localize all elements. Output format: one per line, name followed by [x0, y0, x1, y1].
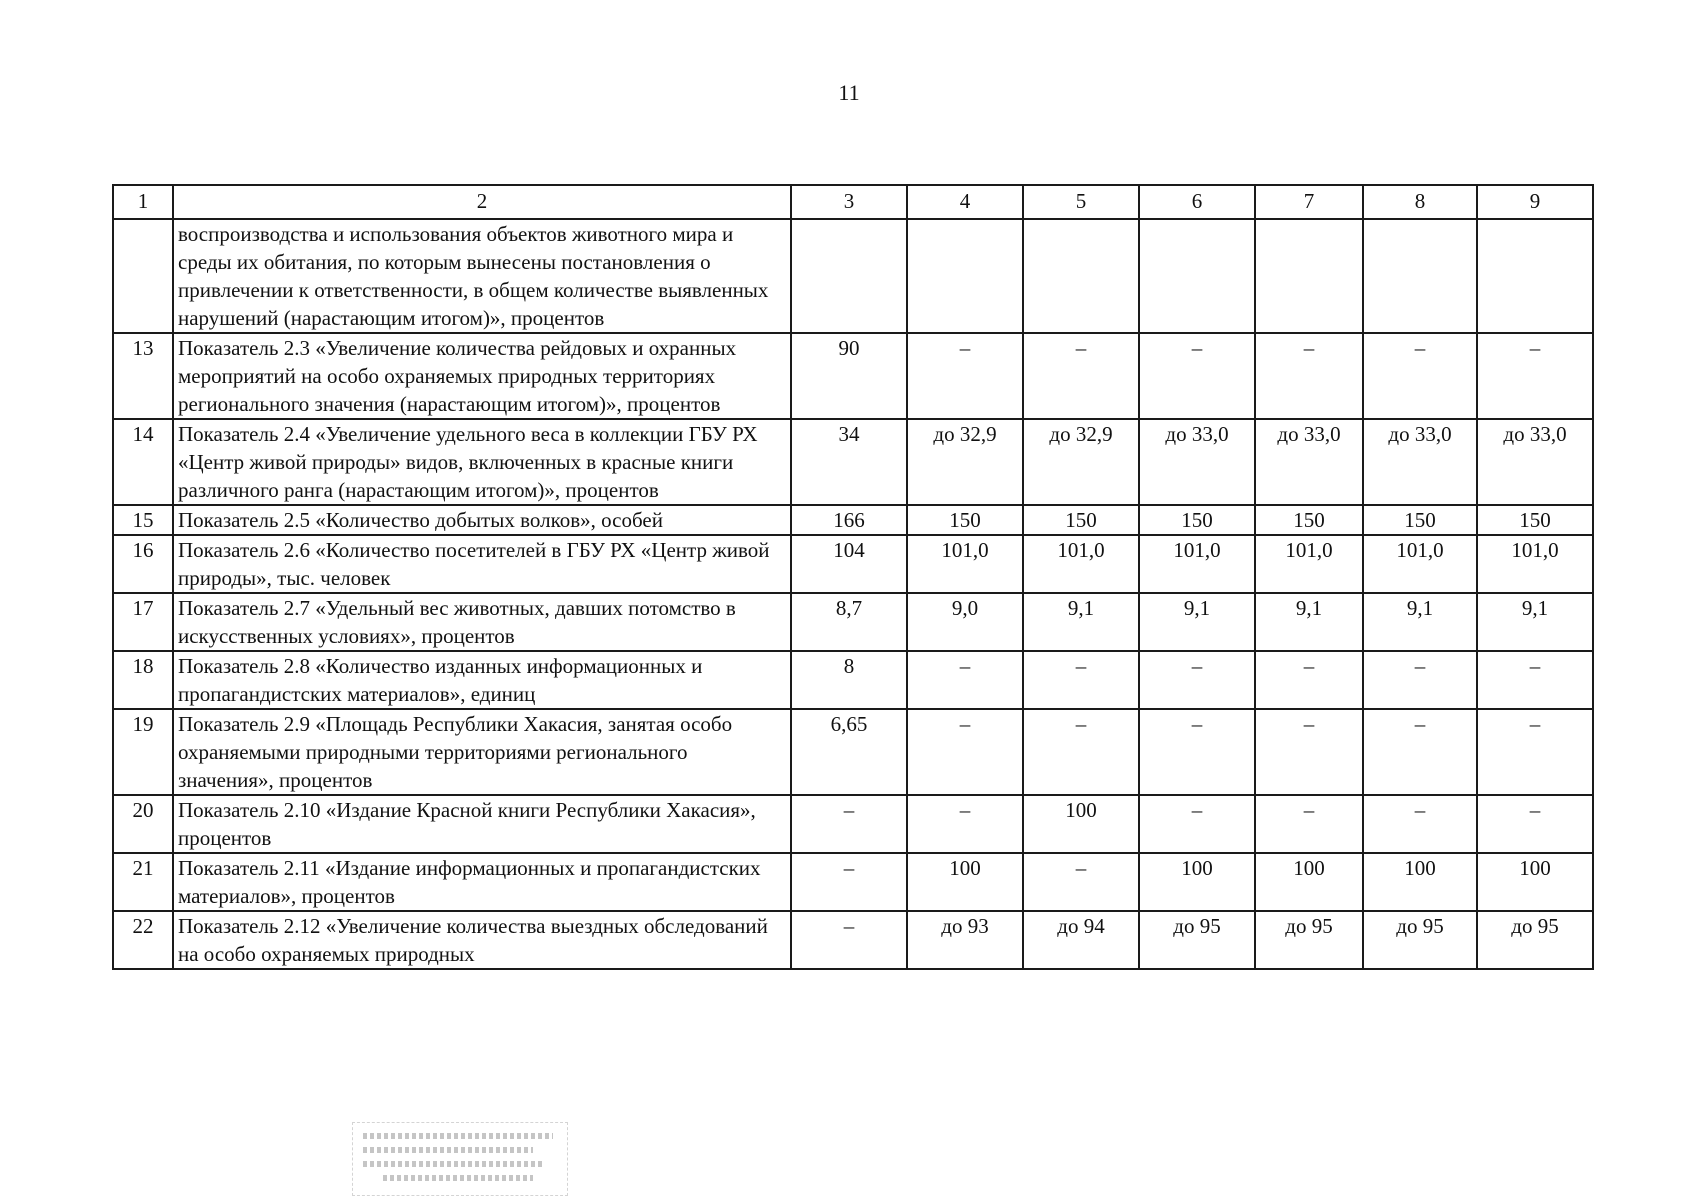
value-cell-col-5: –	[1023, 333, 1139, 419]
header-col-5: 5	[1023, 185, 1139, 219]
row-number-cell: 13	[113, 333, 173, 419]
value-cell-col-6: –	[1139, 651, 1255, 709]
value-cell-col-3: –	[791, 795, 907, 853]
value-cell-col-8: –	[1363, 333, 1477, 419]
value-cell-col-8: –	[1363, 795, 1477, 853]
value-cell-col-9: до 33,0	[1477, 419, 1593, 505]
value-cell-col-7: –	[1255, 651, 1363, 709]
row-number-cell: 18	[113, 651, 173, 709]
value-cell-col-5: –	[1023, 709, 1139, 795]
header-col-6: 6	[1139, 185, 1255, 219]
indicator-text-cell: Показатель 2.12 «Увеличение количества выездных обследований на особо охраняемых природных	[173, 911, 791, 969]
row-number-cell: 21	[113, 853, 173, 911]
table-row	[113, 419, 1593, 505]
value-cell-col-8: до 33,0	[1363, 419, 1477, 505]
value-cell-col-3: 8	[791, 651, 907, 709]
value-cell-col-8: до 95	[1363, 911, 1477, 969]
value-cell-col-7: до 95	[1255, 911, 1363, 969]
header-col-3: 3	[791, 185, 907, 219]
value-cell-col-7: 9,1	[1255, 593, 1363, 651]
value-cell-col-3: 104	[791, 535, 907, 593]
row-number-cell: 16	[113, 535, 173, 593]
value-cell-col-8: –	[1363, 651, 1477, 709]
header-col-2: 2	[173, 185, 791, 219]
value-cell-col-6: –	[1139, 333, 1255, 419]
header-col-8: 8	[1363, 185, 1477, 219]
value-cell-col-8: 100	[1363, 853, 1477, 911]
indicator-text-cell: Показатель 2.5 «Количество добытых волков», особей	[173, 505, 791, 535]
value-cell-col-9: 100	[1477, 853, 1593, 911]
value-cell-col-3: –	[791, 853, 907, 911]
value-cell-col-5: –	[1023, 651, 1139, 709]
value-cell-col-7: –	[1255, 709, 1363, 795]
indicator-text-cell: воспроизводства и использования объектов животного мира и среды их обитания, по которым вынесены постановления о привлечении к ответственности, в общем количестве выявленных нарушений (нарастающим итогом)», процентов	[173, 219, 791, 333]
table-row	[113, 505, 1593, 535]
table-row	[113, 853, 1593, 911]
value-cell-col-9: –	[1477, 651, 1593, 709]
value-cell-col-3: 90	[791, 333, 907, 419]
indicator-text-cell: Показатель 2.9 «Площадь Республики Хакасия, занятая особо охраняемыми природными территориями регионального значения», процентов	[173, 709, 791, 795]
value-cell-col-6	[1139, 219, 1255, 333]
value-cell-col-4: до 93	[907, 911, 1023, 969]
row-number-cell: 14	[113, 419, 173, 505]
value-cell-col-9: 9,1	[1477, 593, 1593, 651]
value-cell-col-7: –	[1255, 333, 1363, 419]
header-col-7: 7	[1255, 185, 1363, 219]
value-cell-col-3: 166	[791, 505, 907, 535]
value-cell-col-8: –	[1363, 709, 1477, 795]
value-cell-col-9: 101,0	[1477, 535, 1593, 593]
value-cell-col-5: 9,1	[1023, 593, 1139, 651]
value-cell-col-8: 9,1	[1363, 593, 1477, 651]
value-cell-col-4: –	[907, 709, 1023, 795]
value-cell-col-8: 150	[1363, 505, 1477, 535]
value-cell-col-4	[907, 219, 1023, 333]
value-cell-col-7: 100	[1255, 853, 1363, 911]
value-cell-col-9: –	[1477, 795, 1593, 853]
value-cell-col-6: до 95	[1139, 911, 1255, 969]
table-row	[113, 709, 1593, 795]
value-cell-col-6: 150	[1139, 505, 1255, 535]
value-cell-col-7	[1255, 219, 1363, 333]
value-cell-col-4: до 32,9	[907, 419, 1023, 505]
value-cell-col-3: 8,7	[791, 593, 907, 651]
value-cell-col-5: 150	[1023, 505, 1139, 535]
indicator-text-cell: Показатель 2.3 «Увеличение количества рейдовых и охранных мероприятий на особо охраняемых природных территориях регионального значения (нарастающим итогом)», процентов	[173, 333, 791, 419]
value-cell-col-5: 101,0	[1023, 535, 1139, 593]
value-cell-col-9	[1477, 219, 1593, 333]
indicator-text-cell: Показатель 2.11 «Издание информационных и пропагандистских материалов», процентов	[173, 853, 791, 911]
indicators-table	[112, 184, 1594, 970]
value-cell-col-7: –	[1255, 795, 1363, 853]
value-cell-col-7: 150	[1255, 505, 1363, 535]
page-number: 11	[838, 80, 860, 105]
value-cell-col-4: 150	[907, 505, 1023, 535]
table-row	[113, 651, 1593, 709]
value-cell-col-9: –	[1477, 333, 1593, 419]
indicator-text-cell: Показатель 2.4 «Увеличение удельного веса в коллекции ГБУ РХ «Центр живой природы» видов, включенных в красные книги различного ранга (нарастающим итогом)», процентов	[173, 419, 791, 505]
value-cell-col-6: до 33,0	[1139, 419, 1255, 505]
value-cell-col-4: 9,0	[907, 593, 1023, 651]
table-body	[113, 219, 1593, 969]
indicator-text-cell: Показатель 2.6 «Количество посетителей в ГБУ РХ «Центр живой природы», тыс. человек	[173, 535, 791, 593]
table-row	[113, 333, 1593, 419]
value-cell-col-3: –	[791, 911, 907, 969]
value-cell-col-3	[791, 219, 907, 333]
row-number-cell: 17	[113, 593, 173, 651]
value-cell-col-5: –	[1023, 853, 1139, 911]
value-cell-col-8	[1363, 219, 1477, 333]
header-col-9: 9	[1477, 185, 1593, 219]
header-col-1: 1	[113, 185, 173, 219]
value-cell-col-6: 100	[1139, 853, 1255, 911]
table-header	[113, 185, 1593, 219]
stamp-mark	[352, 1122, 568, 1196]
header-col-4: 4	[907, 185, 1023, 219]
value-cell-col-8: 101,0	[1363, 535, 1477, 593]
value-cell-col-9: до 95	[1477, 911, 1593, 969]
value-cell-col-5: 100	[1023, 795, 1139, 853]
value-cell-col-6: 101,0	[1139, 535, 1255, 593]
table-row	[113, 911, 1593, 969]
row-number-cell: 22	[113, 911, 173, 969]
value-cell-col-3: 6,65	[791, 709, 907, 795]
table-row	[113, 795, 1593, 853]
value-cell-col-4: 100	[907, 853, 1023, 911]
indicator-text-cell: Показатель 2.7 «Удельный вес животных, давших потомство в искусственных условиях», процентов	[173, 593, 791, 651]
indicator-text-cell: Показатель 2.10 «Издание Красной книги Республики Хакасия», процентов	[173, 795, 791, 853]
value-cell-col-9: –	[1477, 709, 1593, 795]
value-cell-col-9: 150	[1477, 505, 1593, 535]
value-cell-col-5: до 94	[1023, 911, 1139, 969]
value-cell-col-7: до 33,0	[1255, 419, 1363, 505]
value-cell-col-4: –	[907, 795, 1023, 853]
value-cell-col-5	[1023, 219, 1139, 333]
value-cell-col-4: –	[907, 651, 1023, 709]
value-cell-col-5: до 32,9	[1023, 419, 1139, 505]
indicator-text-cell: Показатель 2.8 «Количество изданных информационных и пропагандистских материалов», единиц	[173, 651, 791, 709]
value-cell-col-7: 101,0	[1255, 535, 1363, 593]
row-number-cell	[113, 219, 173, 333]
value-cell-col-6: –	[1139, 709, 1255, 795]
row-number-cell: 19	[113, 709, 173, 795]
value-cell-col-6: 9,1	[1139, 593, 1255, 651]
table-row	[113, 535, 1593, 593]
value-cell-col-6: –	[1139, 795, 1255, 853]
value-cell-col-4: –	[907, 333, 1023, 419]
row-number-cell: 15	[113, 505, 173, 535]
header-row	[113, 185, 1593, 219]
table-row	[113, 219, 1593, 333]
table-row	[113, 593, 1593, 651]
value-cell-col-4: 101,0	[907, 535, 1023, 593]
value-cell-col-3: 34	[791, 419, 907, 505]
row-number-cell: 20	[113, 795, 173, 853]
